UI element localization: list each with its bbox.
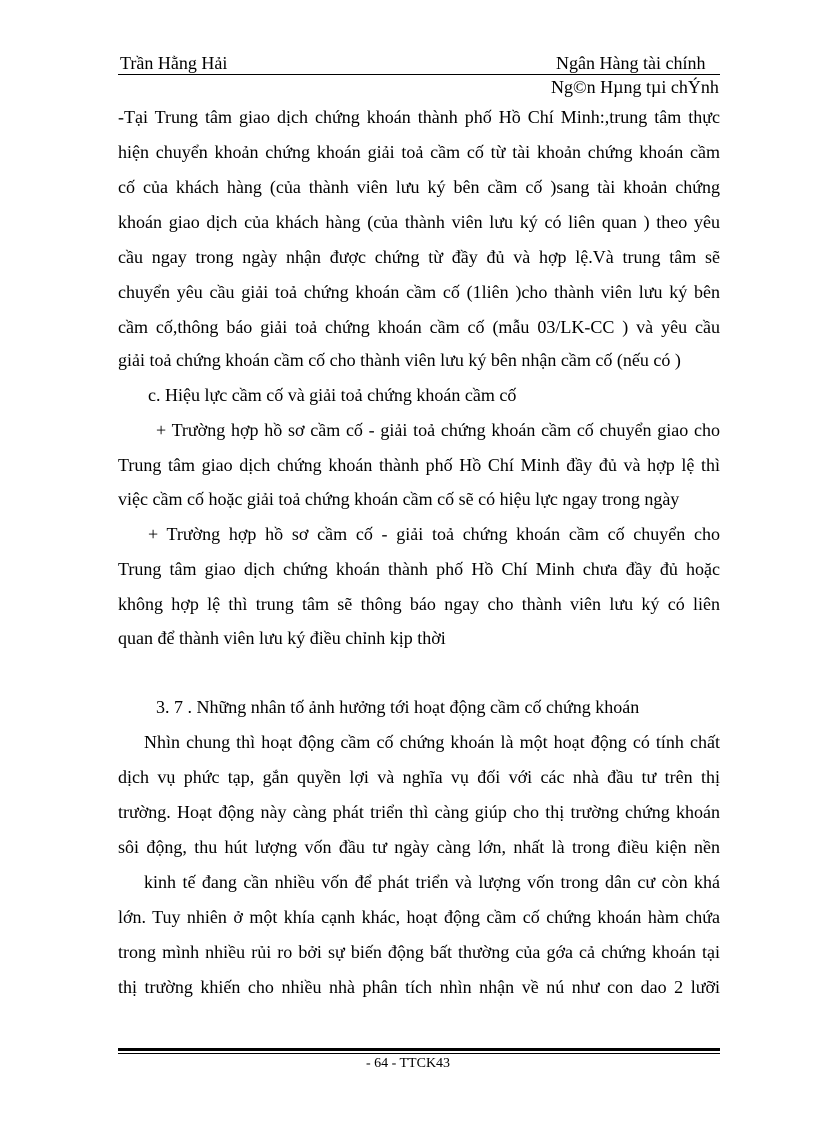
text-line: cố của khách hàng (của thành viên lưu ký bên cầm cố )sang tài khoản chứng <box>118 177 720 197</box>
text-line: cầm cố,thông báo giải toả chứng khoán cầm cố (mẫu 03/LK-CC ) và yêu cầu <box>118 317 720 337</box>
text-line: giải toả chứng khoán cầm cố cho thành viên lưu ký bên nhận cầm cố (nếu có ) <box>118 350 681 370</box>
header-title-garbled: Ng©n Hµng tµi chÝnh <box>551 77 719 97</box>
subheading: c. Hiệu lực cầm cố và giải toả chứng khoán cầm cố <box>148 385 517 405</box>
header-rule <box>118 74 720 75</box>
text-line: Trung tâm giao dịch chứng khoán thành phố Hồ Chí Minh đầy đủ và hợp lệ thì <box>118 455 720 475</box>
text-line: sôi động, thu hút lượng vốn đầu tư ngày càng lớn, nhất là trong điều kiện nền <box>118 837 720 857</box>
text-line: trong mình nhiều rủi ro bởi sự biến động bất thường của gớa cả chứng khoán tại <box>118 942 720 962</box>
text-line: khoán giao dịch của khách hàng (của thành viên lưu ký có liên quan ) theo yêu <box>118 212 720 232</box>
text-line: + Trường hợp hồ sơ cầm cố - giải toả chứng khoán cầm cố chuyển cho <box>148 524 720 544</box>
text-line: trường. Hoạt động này càng phát triển thì càng giúp cho thị trường chứng khoán <box>118 802 720 822</box>
text-line: -Tại Trung tâm giao dịch chứng khoán thành phố Hồ Chí Minh:,trung tâm thực <box>118 107 720 127</box>
text-line: Nhìn chung thì hoạt động cầm cố chứng khoán là một hoạt động có tính chất <box>144 732 720 752</box>
footer-rule-thick <box>118 1048 720 1051</box>
text-line: dịch vụ phức tạp, gắn quyền lợi và nghĩa vụ đối với các nhà đầu tư trên thị <box>118 767 720 787</box>
text-line: hiện chuyển khoản chứng khoán giải toả cầm cố từ tài khoản chứng khoán cầm <box>118 142 720 162</box>
text-line: việc cầm cố hoặc giải toả chứng khoán cầm cố sẽ có hiệu lực ngay trong ngày <box>118 489 680 509</box>
section-heading: 3. 7 . Những nhân tố ảnh hưởng tới hoạt động cầm cố chứng khoán <box>156 697 640 717</box>
text-line: Trung tâm giao dịch chứng khoán thành phố Hồ Chí Minh chưa đầy đủ hoặc <box>118 559 720 579</box>
text-line: kinh tế đang cần nhiều vốn để phát triển và lượng vốn trong dân cư còn khá <box>144 872 720 892</box>
text-line: thị trường khiến cho nhiều nhà phân tích nhìn nhận về nú như con dao 2 lưỡi <box>118 977 720 997</box>
text-line: chuyển yêu cầu giải toả chứng khoán cầm cố (1liên )cho thành viên lưu ký bên <box>118 282 720 302</box>
text-line: lớn. Tuy nhiên ở một khía cạnh khác, hoạt động cầm cố chứng khoán hàm chứa <box>118 907 720 927</box>
text-line: + Trường hợp hồ sơ cầm cố - giải toả chứng khoán cầm cố chuyển giao cho <box>156 420 720 440</box>
header-author: Trần Hằng Hải <box>120 53 228 73</box>
footer-rule-thin <box>118 1053 720 1054</box>
page-number: - 64 - TTCK43 <box>365 1056 451 1071</box>
text-line: cầu ngay trong ngày nhận được chứng từ đầy đủ và hợp lệ.Và trung tâm sẽ <box>118 247 720 267</box>
text-line: quan để thành viên lưu ký điều chỉnh kịp thời <box>118 628 446 648</box>
header-title: Ngân Hàng tài chính <box>556 53 706 73</box>
text-line: không hợp lệ thì trung tâm sẽ thông báo ngay cho thành viên lưu ký có liên <box>118 594 720 614</box>
